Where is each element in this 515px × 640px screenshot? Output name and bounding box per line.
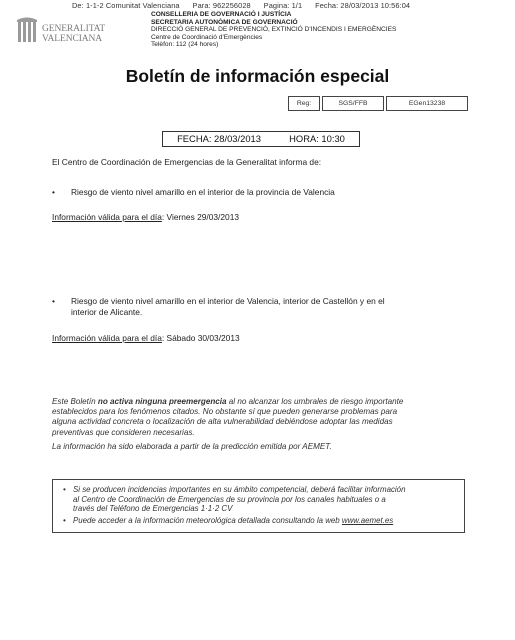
box-item-2 bbox=[63, 516, 458, 528]
disclaimer-note bbox=[52, 397, 477, 452]
box-item-2-text: Puede acceder a la información meteorológica detallada consultando la web bbox=[73, 516, 342, 525]
date-box bbox=[162, 131, 360, 147]
bullet-2-line-2: interior de Alicante. bbox=[71, 307, 143, 317]
bullet-2-line-1: Riesgo de viento nivel amarillo en el interior de Valencia, interior de Castellón y en el bbox=[71, 296, 385, 306]
intro-text: El Centro de Coordinación de Emergencias de la Generalitat informa de: bbox=[52, 157, 322, 167]
box-item-1-line-1: Si se producen incidencias importantes en su ámbito competencial, deberá facilitar información bbox=[73, 485, 406, 494]
validity-2-value: : Sábado 30/03/2013 bbox=[161, 333, 240, 343]
validity-2 bbox=[52, 333, 240, 343]
note-line-4: preventivas que consideren necesarias. bbox=[52, 427, 195, 437]
bullet-icon: • bbox=[52, 296, 55, 306]
note-line-1: Este Boletín no activa ninguna preemergencia al no alcanzar los umbrales de riesgo importante bbox=[52, 397, 404, 406]
validity-1-label: Información válida para el día bbox=[52, 212, 162, 222]
registration-box bbox=[288, 96, 470, 111]
department-line-5: Telèfon: 112 (24 hores) bbox=[151, 41, 219, 49]
bulletin-title: Boletín de información especial bbox=[125, 66, 390, 86]
department-header bbox=[151, 11, 396, 49]
fax-header: De: 1-1-2 Comunitat Valenciana Para: 962256028 Pagina: 1/1 Fecha: 28/03/2013 10:56:04 bbox=[72, 1, 411, 10]
bullet-icon: • bbox=[52, 187, 55, 197]
box-item-1 bbox=[63, 485, 458, 515]
info-box bbox=[52, 479, 465, 533]
logo-line-2: VALENCIANA bbox=[42, 34, 103, 44]
department-line-2: SECRETARIA AUTONÒMICA DE GOVERNACIÓ bbox=[151, 18, 298, 26]
bullet-icon: • bbox=[63, 516, 66, 525]
reg-code: SGS/FFB bbox=[322, 96, 384, 111]
department-line-3: DIRECCIÓ GENERAL DE PREVENCIÓ, EXTINCIÓ D'INCENDIS I EMERGÈNCIES bbox=[151, 26, 397, 34]
aemet-link[interactable]: www.aemet.es bbox=[341, 516, 394, 525]
note-line-3: alguna actividad concreta o localización de alta vulnerabilidad debiéndose adoptar las medidas bbox=[52, 417, 393, 427]
note-line-5: La información ha sido elaborada a partir de la predicción emitida por AEMET. bbox=[52, 441, 332, 451]
box-item-1-line-3: través del Teléfono de Emergencias 1·1·2 CV bbox=[73, 504, 233, 514]
logo-line-1: GENERALITAT bbox=[42, 24, 106, 34]
generalitat-logo bbox=[14, 14, 124, 54]
note-emphasis: no activa ninguna preemergencia bbox=[97, 397, 227, 406]
reg-label: Reg: bbox=[288, 96, 320, 111]
validity-1-value: : Viernes 29/03/2013 bbox=[161, 212, 240, 222]
department-line-1: CONSELLERIA DE GOVERNACIÓ I JUSTÍCIA bbox=[151, 11, 292, 18]
bullet-1-text: Riesgo de viento nivel amarillo en el interior de la provincia de Valencia bbox=[71, 187, 335, 197]
validity-1 bbox=[52, 212, 239, 222]
date-value: FECHA: 28/03/2013 bbox=[177, 133, 261, 144]
time-value: HORA: 10:30 bbox=[289, 133, 345, 144]
department-line-4: Centre de Coordinació d'Emergències bbox=[151, 33, 263, 41]
validity-2-label: Información válida para el día bbox=[52, 333, 162, 343]
reg-number: EGen13238 bbox=[386, 96, 468, 111]
coat-of-arms-icon bbox=[14, 16, 40, 50]
note-line-2: establecidos para los fenómenos citados. No obstante sí que pueden generarse problemas para bbox=[52, 407, 398, 417]
box-item-1-line-2: al Centro de Coordinación de Emergencias de su provincia por los canales habituales o a bbox=[73, 494, 386, 504]
bullet-item-2 bbox=[52, 296, 472, 320]
bullet-icon: • bbox=[63, 485, 66, 494]
